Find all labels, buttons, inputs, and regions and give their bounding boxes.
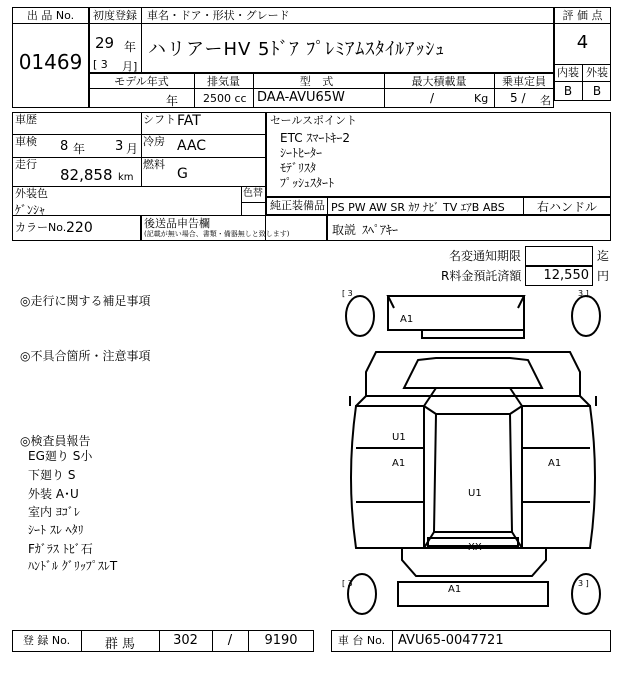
lot-no: 01469	[18, 50, 83, 74]
fuel-label: 燃料	[143, 158, 165, 171]
inspector-item: ﾊﾝﾄﾞﾙ ｸﾞﾘｯﾌﾟｽﾚT	[28, 559, 118, 573]
sales-point: ﾓﾃﾞﾘｽﾀ	[280, 161, 317, 175]
damage-mark: A1	[448, 584, 462, 595]
inspector-item: Fｶﾞﾗｽ ﾄﾋﾞ石	[28, 542, 93, 556]
model-year-label: モデル年式	[114, 75, 169, 88]
sales-point: ETC ｽﾏｰﾄｷｰ2	[280, 131, 351, 145]
manual-label: 取説	[332, 223, 357, 237]
corner-label-top-left: [ 3	[342, 289, 353, 298]
damage-mark: A1	[392, 458, 406, 469]
max-load-label: 最大積載量	[411, 75, 467, 88]
shaken-month: 3	[115, 139, 124, 154]
inspector-item: EG廻り S小	[28, 449, 93, 463]
shaken-month-unit: 月	[126, 142, 139, 156]
shift-value: FAT	[177, 113, 201, 129]
recycle-unit: 円	[597, 269, 610, 283]
right-side-outline	[522, 406, 595, 548]
car-name-label: 車名・ドア・形状・グレード	[147, 9, 290, 22]
model-code: DAA-AVU65W	[257, 90, 345, 105]
rating-value: 4	[576, 32, 589, 53]
color-change-label: 色替	[243, 188, 263, 199]
recycle-label: R料金預託済額	[441, 269, 522, 283]
inspector-label: ◎検査員報告	[20, 434, 91, 448]
ext-color-value: ｹﾞﾝｼｬ	[15, 203, 46, 217]
sales-points-label: セールスポイント	[270, 114, 358, 127]
running-notes-label: ◎走行に関する補足事項	[20, 294, 151, 308]
capacity-label: 乗車定員	[502, 75, 546, 88]
damage-mark: U1	[468, 488, 482, 499]
defects-label: ◎不具合箇所・注意事項	[20, 349, 151, 363]
displacement: 2500 cc	[203, 92, 247, 105]
first-reg-year: 29	[95, 34, 115, 52]
first-reg-year-unit: 年	[124, 40, 137, 54]
after-label: 後送品申告欄	[144, 217, 210, 230]
equipment-value: PS PW AW SR ｶﾜ ﾅﾋﾞ TV ｴｱB ABS	[331, 201, 505, 214]
first-reg-label: 初度登録	[93, 9, 137, 22]
equipment-label: 純正装備品	[270, 199, 325, 212]
front-left-wheel	[346, 296, 374, 336]
chassis-label: 車 台 No.	[337, 634, 386, 647]
damage-mark: A1	[400, 314, 414, 325]
left-side-outline	[351, 406, 424, 548]
corner-label-top-right: 3 ]	[578, 289, 589, 298]
rear-bumper-outline	[398, 582, 548, 606]
reg-no-label: 登 録 No.	[22, 634, 71, 647]
shaken-year: 8	[60, 139, 69, 154]
name-change-suffix: 迄	[597, 249, 610, 263]
corner-label-bottom-left: [ 3	[342, 579, 353, 588]
color-no-value: 220	[66, 220, 93, 236]
shaken-label: 車検	[15, 135, 37, 148]
name-change-label: 名変通知期限	[449, 249, 522, 263]
car-name: ハリアーHV 5ﾄﾞｱ ﾌﾟﾚﾐｱﾑｽﾀｲﾙｱｯｼｭ	[148, 39, 446, 60]
car-damage-diagram	[336, 288, 612, 620]
reg-class: 302	[173, 633, 198, 648]
mileage-unit: km	[118, 172, 134, 183]
chassis-value: AVU65-0047721	[398, 633, 504, 648]
ac-value: AAC	[177, 138, 207, 154]
max-load-unit: Kg	[474, 92, 489, 105]
shaken-year-unit: 年	[73, 142, 86, 156]
model-label: 型 式	[299, 75, 338, 88]
inspector-item: 下廻り S	[28, 468, 76, 482]
exterior-grade: B	[592, 84, 602, 98]
capacity: 5 /	[510, 91, 526, 105]
corner-label-bottom-right: 3 ]	[578, 579, 589, 588]
damage-mark: XX	[468, 542, 482, 553]
first-reg-month-open: [ 3	[93, 58, 108, 71]
name-change-box	[525, 246, 593, 266]
reg-number: 9190	[264, 633, 298, 648]
fuel-value: G	[177, 166, 188, 182]
lot-no-label: 出 品 No.	[26, 9, 75, 22]
interior-grade: B	[563, 84, 573, 98]
sales-point: ﾌﾟｯｼｭｽﾀｰﾄ	[280, 176, 335, 190]
capacity-unit: 名	[540, 94, 551, 107]
front-right-wheel	[572, 296, 600, 336]
mileage-label: 走行	[15, 158, 37, 171]
handle-value: 右ハンドル	[537, 200, 598, 214]
interior-label: 内装	[557, 66, 579, 79]
reg-kana: /	[227, 633, 233, 648]
inspector-item: 室内 ﾖｺﾞﾚ	[28, 505, 80, 519]
sales-point: ｼｰﾄﾋｰﾀｰ	[280, 146, 323, 160]
damage-mark: U1	[392, 432, 406, 443]
history-label: 車歴	[15, 113, 37, 126]
reg-region: 群 馬	[104, 637, 136, 652]
first-reg-month-close: 月]	[122, 60, 138, 73]
roof-outline	[434, 414, 512, 532]
shift-label: シフト	[143, 113, 176, 126]
rating-label: 評 価 点	[562, 9, 603, 22]
inspector-item: ｼｰﾄ ｽﾚ ﾍﾀﾘ	[28, 523, 84, 537]
after-note: (記載が無い場合、書類・備器無しと致します)	[144, 230, 290, 238]
max-load: /	[430, 91, 435, 105]
model-year: 年	[166, 94, 179, 108]
recycle-value: 12,550	[543, 268, 589, 283]
inspector-item: 外装 A･U	[28, 487, 79, 501]
color-no-label: カラーNo.	[15, 221, 67, 234]
mileage-value: 82,858	[60, 166, 113, 184]
exterior-label: 外装	[586, 66, 608, 79]
ext-color-label: 外装色	[15, 187, 48, 200]
spare-key: ｽﾍﾟｱｷｰ	[362, 223, 399, 237]
displacement-label: 排気量	[207, 75, 240, 88]
ac-label: 冷房	[143, 135, 165, 148]
damage-mark: A1	[548, 458, 562, 469]
